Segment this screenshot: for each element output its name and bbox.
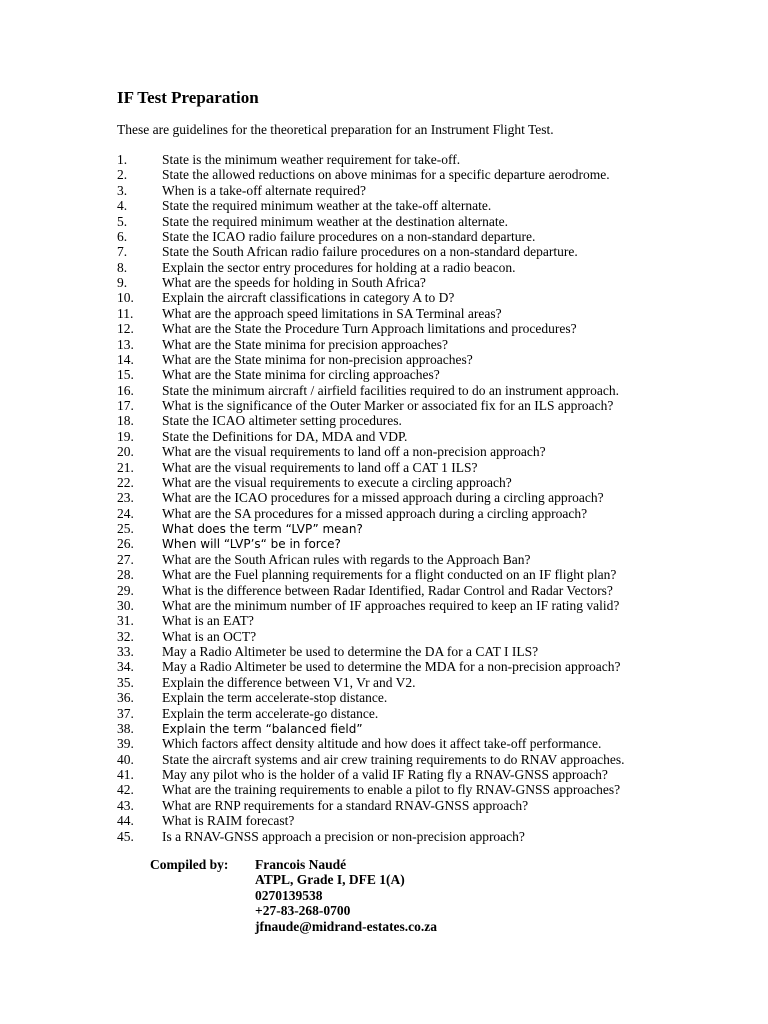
question-number: 32. <box>117 628 134 644</box>
question-text: State the minimum aircraft / airfield facilities required to do an instrument approach. <box>162 382 619 398</box>
list-item <box>117 736 625 751</box>
list-item <box>117 690 625 705</box>
question-text: What are the South African rules with regards to the Approach Ban? <box>162 551 531 567</box>
list-item <box>117 321 625 336</box>
list-item <box>117 629 625 644</box>
list-item <box>117 367 625 382</box>
question-number: 43. <box>117 797 134 813</box>
question-number: 41. <box>117 767 134 782</box>
compiler-credentials: ATPL, Grade I, DFE 1(A) <box>255 872 405 888</box>
question-number: 34. <box>117 659 134 675</box>
list-item <box>117 260 625 275</box>
list-item <box>117 829 625 844</box>
compiled-by-label: Compiled by: <box>150 857 229 872</box>
question-number: 14. <box>117 351 134 367</box>
list-item <box>117 521 625 536</box>
question-text: What are the minimum number of IF approaches required to keep an IF rating valid? <box>162 597 620 613</box>
question-number: 8. <box>117 259 128 275</box>
list-item <box>117 167 625 182</box>
list-item <box>117 244 625 259</box>
question-text: When is a take-off alternate required? <box>162 182 367 198</box>
question-number: 7. <box>117 244 128 260</box>
question-text: Explain the sector entry procedures for holding at a radio beacon. <box>162 259 516 275</box>
list-item <box>117 398 625 413</box>
question-text: What are the State the Procedure Turn Approach limitations and procedures? <box>162 321 577 337</box>
list-item <box>117 198 625 213</box>
question-text: What is an OCT? <box>162 628 257 644</box>
question-text: What are the Fuel planning requirements for a flight conducted on an IF flight plan? <box>162 567 617 583</box>
question-text: State the required minimum weather at the take-off alternate. <box>162 198 492 214</box>
question-number: 2. <box>117 167 128 183</box>
list-item <box>117 214 625 229</box>
question-number: 4. <box>117 198 128 214</box>
question-number: 26. <box>117 536 134 552</box>
question-text: What does the term “LVP” mean? <box>162 522 363 536</box>
list-item <box>117 552 625 567</box>
list-item <box>117 598 625 613</box>
question-text: State the Definitions for DA, MDA and VDP. <box>162 428 408 444</box>
list-item <box>117 444 625 459</box>
question-text: Explain the term accelerate-go distance. <box>162 705 379 721</box>
question-number: 3. <box>117 182 128 198</box>
question-text: What are the approach speed limitations in SA Terminal areas? <box>162 305 502 321</box>
question-text: What are the State minima for circling approaches? <box>162 367 440 383</box>
question-text: Explain the term accelerate-stop distance. <box>162 690 388 706</box>
question-number: 16. <box>117 382 134 398</box>
question-number: 28. <box>117 567 134 583</box>
question-number: 31. <box>117 613 134 629</box>
list-item <box>117 413 625 428</box>
intro-text: These are guidelines for the theoretical preparation for an Instrument Flight Test. <box>117 122 554 137</box>
question-text: Which factors affect density altitude and how does it affect take-off performance. <box>162 736 602 752</box>
list-item <box>117 290 625 305</box>
question-number: 10. <box>117 290 134 306</box>
list-item <box>117 460 625 475</box>
question-number: 22. <box>117 474 134 490</box>
question-number: 37. <box>117 705 134 721</box>
question-number: 40. <box>117 751 134 767</box>
question-number: 21. <box>117 459 134 475</box>
compiler-name: Francois Naudé <box>255 857 347 872</box>
question-text: Explain the difference between V1, Vr and V2. <box>162 674 416 690</box>
question-text: What are the State minima for non-precision approaches? <box>162 351 473 367</box>
question-text: May a Radio Altimeter be used to determine the DA for a CAT I ILS? <box>162 644 539 659</box>
question-text: What is RAIM forecast? <box>162 813 295 829</box>
list-item <box>117 152 625 167</box>
list-item <box>117 429 625 444</box>
question-text: When will “LVP’s“ be in force? <box>162 537 341 552</box>
question-number: 39. <box>117 736 134 752</box>
list-item <box>117 798 625 813</box>
question-text: What are the training requirements to enable a pilot to fly RNAV-GNSS approaches? <box>162 782 621 798</box>
list-item <box>117 659 625 674</box>
question-text: State is the minimum weather requirement for take-off. <box>162 152 461 167</box>
question-text: Explain the term “balanced field” <box>162 721 363 736</box>
question-text: State the ICAO radio failure procedures on a non-standard departure. <box>162 228 536 244</box>
question-number: 30. <box>117 597 134 613</box>
question-number: 24. <box>117 505 134 521</box>
question-text: State the South African radio failure procedures on a non-standard departure. <box>162 244 578 260</box>
question-number: 45. <box>117 828 134 844</box>
list-item <box>117 506 625 521</box>
question-text: What are the ICAO procedures for a missed approach during a circling approach? <box>162 490 604 506</box>
list-item <box>117 767 625 782</box>
question-number: 27. <box>117 551 134 567</box>
question-text: Explain the aircraft classifications in category A to D? <box>162 290 455 306</box>
question-number: 5. <box>117 213 128 229</box>
question-text: State the allowed reductions on above minimas for a specific departure aerodrome. <box>162 167 610 183</box>
list-item <box>117 275 625 290</box>
list-item <box>117 183 625 198</box>
question-number: 29. <box>117 582 134 598</box>
compiler-email: jfnaude@midrand-estates.co.za <box>255 918 438 934</box>
list-item <box>117 675 625 690</box>
question-number: 36. <box>117 690 134 706</box>
question-text: What is an EAT? <box>162 613 254 629</box>
compiler-phone-2: +27-83-268-0700 <box>255 903 351 919</box>
question-number: 12. <box>117 321 134 337</box>
compiler-phone-1: 0270139538 <box>255 887 323 903</box>
list-item <box>117 644 625 659</box>
list-item <box>117 721 625 736</box>
question-text: May a Radio Altimeter be used to determine the MDA for a non-precision approach? <box>162 659 621 675</box>
question-text: What are the visual requirements to execute a circling approach? <box>162 474 512 490</box>
question-number: 18. <box>117 413 134 429</box>
list-item <box>117 813 625 828</box>
question-text: What are the visual requirements to land off a CAT 1 ILS? <box>162 459 478 475</box>
question-text: What are the SA procedures for a missed approach during a circling approach? <box>162 505 588 521</box>
question-text: State the ICAO altimeter setting procedures. <box>162 413 402 429</box>
question-text: What are the speeds for holding in South Africa? <box>162 275 426 290</box>
list-item <box>117 475 625 490</box>
question-number: 19. <box>117 428 134 444</box>
list-item <box>117 229 625 244</box>
question-number: 33. <box>117 644 134 659</box>
question-list <box>117 152 625 844</box>
list-item <box>117 782 625 797</box>
question-number: 9. <box>117 275 128 290</box>
page-title: IF Test Preparation <box>117 88 259 107</box>
list-item <box>117 752 625 767</box>
list-item <box>117 567 625 582</box>
question-text: What are RNP requirements for a standard RNAV-GNSS approach? <box>162 797 529 813</box>
question-text: May any pilot who is the holder of a valid IF Rating fly a RNAV-GNSS approach? <box>162 767 608 782</box>
list-item <box>117 613 625 628</box>
question-number: 6. <box>117 228 128 244</box>
question-number: 44. <box>117 813 134 829</box>
question-number: 11. <box>117 305 134 321</box>
list-item <box>117 583 625 598</box>
question-number: 35. <box>117 674 134 690</box>
question-text: What are the visual requirements to land off a non-precision approach? <box>162 444 546 460</box>
question-number: 25. <box>117 521 134 536</box>
question-number: 23. <box>117 490 134 506</box>
question-text: State the required minimum weather at the destination alternate. <box>162 213 509 229</box>
question-number: 15. <box>117 367 134 383</box>
list-item <box>117 337 625 352</box>
list-item <box>117 490 625 505</box>
list-item <box>117 306 625 321</box>
compiler-details <box>255 857 437 934</box>
list-item <box>117 536 625 551</box>
question-number: 1. <box>117 152 128 167</box>
question-number: 42. <box>117 782 134 798</box>
question-number: 20. <box>117 444 134 460</box>
question-number: 13. <box>117 336 134 352</box>
list-item <box>117 383 625 398</box>
question-text: Is a RNAV-GNSS approach a precision or non-precision approach? <box>162 828 525 844</box>
question-number: 17. <box>117 398 134 413</box>
question-text: What are the State minima for precision approaches? <box>162 336 449 352</box>
question-text: What is the significance of the Outer Marker or associated fix for an ILS approach? <box>162 398 614 413</box>
question-text: State the aircraft systems and air crew training requirements to do RNAV approaches. <box>162 751 625 767</box>
list-item <box>117 706 625 721</box>
question-text: What is the difference between Radar Identified, Radar Control and Radar Vectors? <box>162 582 613 598</box>
list-item <box>117 352 625 367</box>
question-number: 38. <box>117 720 134 736</box>
